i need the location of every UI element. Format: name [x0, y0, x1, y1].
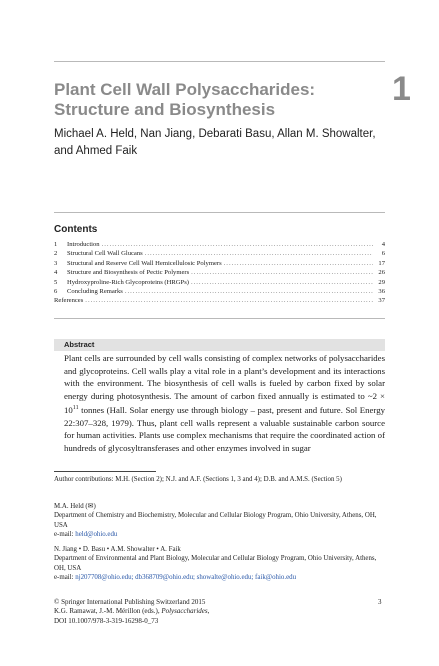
toc-title: References — [54, 297, 84, 305]
toc-leader — [191, 278, 373, 287]
email-label: e-mail: — [54, 574, 74, 582]
editors-suffix: , — [207, 607, 210, 616]
toc-page: 4 — [381, 241, 385, 248]
toc-entry-references[interactable] — [54, 296, 385, 305]
toc-leader — [125, 287, 373, 296]
toc-number: 5 — [54, 278, 58, 286]
held-affiliation: Department of Chemistry and Biochemistry, Molecular and Cellular Biology Program, Ohio University, Athens, OH, USA — [54, 512, 377, 529]
doi-line[interactable]: DOI 10.1007/978-3-319-16298-0_73 — [54, 616, 159, 625]
author-list: Michael A. Held, Nan Jiang, Debarati Basu, Allan M. Showalter, and Ahmed Faik — [54, 128, 376, 157]
toc-number: 4 — [54, 269, 58, 277]
abstract-text — [64, 352, 385, 455]
toc-number: 3 — [54, 259, 58, 267]
abstract-exponent: 11 — [72, 405, 79, 412]
toc-page: 6 — [381, 250, 385, 258]
toc-title: Hydroxyproline-Rich Glycoproteins (HRGPs) — [67, 278, 189, 286]
toc-leader — [85, 296, 373, 305]
toc-title: Structure and Biosynthesis of Pectic Polymers — [67, 269, 190, 277]
toc-page: 37 — [378, 297, 385, 305]
toc-title: Structural and Reserve Cell Wall Hemicellulosic Polymers — [67, 259, 222, 267]
toc-number: 2 — [54, 250, 58, 258]
toc-bottom-rule — [54, 318, 385, 319]
abstract-text-part-2: tonnes (Hall. Solar energy use through biology – past, present and future. Sol Energy 22:307–328, 1979). Thus, plant cell walls represent a valuable sustainable carbon source for human activities. Plants use complex mechanisms that require the coordinated action of hundreds of glycosyltransferases and other enzymes involved in sugar — [64, 405, 385, 454]
toc-number: 1 — [54, 241, 58, 248]
toc-title: Concluding Remarks — [67, 288, 123, 296]
table-of-contents — [54, 240, 385, 306]
coauthor-email-links[interactable]: nj207708@ohio.edu; db368709@ohio.edu; showalte@ohio.edu; faik@ohio.edu — [75, 574, 297, 582]
toc-entry[interactable] — [54, 287, 385, 296]
publication-footer — [54, 598, 385, 626]
book-title: Polysaccharides — [161, 607, 208, 616]
abstract-header-bar — [54, 339, 385, 351]
editors-prefix: K.G. Ramawat, J.-M. Mérillon (eds.), — [54, 607, 162, 616]
toc-title: Introduction — [67, 241, 100, 248]
chapter-number: 1 — [392, 70, 411, 108]
toc-entry[interactable] — [54, 240, 385, 249]
footnote-rule — [54, 471, 156, 472]
toc-leader — [102, 240, 373, 249]
email-label: e-mail: — [54, 531, 74, 539]
toc-leader — [224, 259, 373, 268]
toc-entry[interactable] — [54, 259, 385, 268]
coauthor-email-line — [54, 573, 385, 582]
toc-leader — [145, 249, 373, 258]
toc-page: 29 — [378, 278, 385, 286]
toc-page: 26 — [378, 269, 385, 277]
abstract-text-part-1: Plant cells are surrounded by cell walls consisting of complex networks of polysaccharides and glycoproteins. Cell walls play a vital role in a plant’s development and its interactions with the environment. The biosynthesis of cell walls is fueled by carbon fixed by solar energy during photosynthesis. The amount of carbon fixed annually is estimated to ~2 × 10 — [64, 353, 385, 416]
toc-leader — [191, 268, 373, 277]
chapter-title: Plant Cell Wall Polysaccharides: Structure and Biosynthesis — [54, 80, 316, 119]
copyright-line: © Springer International Publishing Switzerland 2015 — [54, 598, 206, 606]
contents-rule — [54, 212, 385, 213]
held-name: M.A. Held (✉) — [54, 503, 96, 510]
author-contributions: Author contributions: M.H. (Section 2); N.J. and A.F. (Sections 1, 3 and 4); D.B. and A.M.S. (Section 5) — [54, 476, 342, 483]
toc-number: 6 — [54, 288, 58, 296]
coauthor-affiliation-block — [54, 545, 385, 583]
toc-entry[interactable] — [54, 249, 385, 258]
top-rule — [54, 61, 385, 62]
held-affiliation-block — [54, 502, 385, 540]
abstract-heading: Abstract — [64, 340, 95, 349]
held-email-link[interactable]: held@ohio.edu — [75, 531, 118, 539]
toc-page: 17 — [378, 259, 385, 267]
toc-title: Structural Cell Wall Glucans — [67, 250, 143, 258]
page-number: 3 — [378, 598, 382, 606]
citation-line — [54, 607, 385, 616]
toc-page: 36 — [378, 288, 385, 296]
toc-entry[interactable] — [54, 278, 385, 287]
contents-heading: Contents — [54, 224, 98, 235]
toc-entry[interactable] — [54, 268, 385, 277]
coauthor-names: N. Jiang • D. Basu • A.M. Showalter • A. Faik — [54, 546, 181, 553]
coauthor-affiliation: Department of Environmental and Plant Biology, Molecular and Cellular Biology Program, Ohio University, Athens, OH, USA — [54, 555, 377, 572]
held-email-line — [54, 530, 385, 539]
